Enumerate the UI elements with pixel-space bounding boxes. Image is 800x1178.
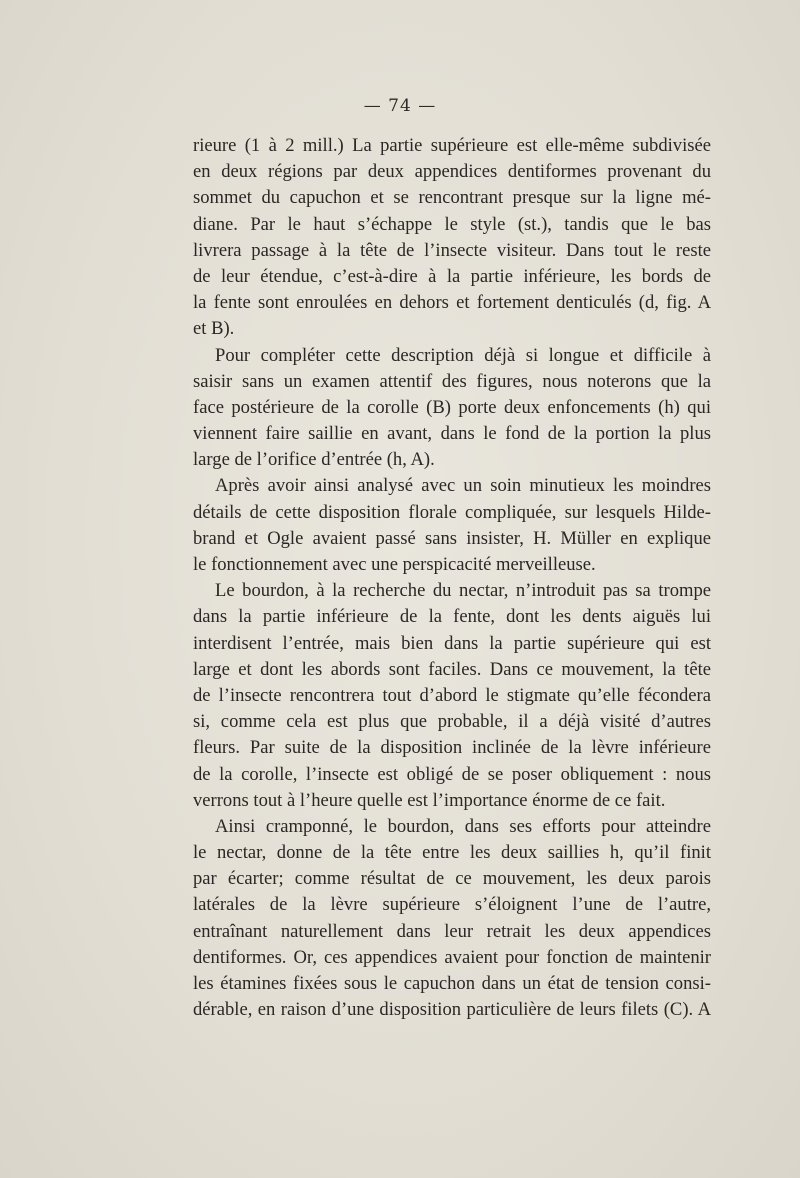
body-text <box>193 133 711 1023</box>
text-line: par écarter; comme résultat de ce mouvement, les deux parois <box>193 868 711 890</box>
text-line: dans la partie inférieure de la fente, dont les dents aiguës lui <box>193 606 711 628</box>
text-line: rieure (1 à 2 mill.) La partie supérieure est elle-même subdivisée <box>193 135 711 156</box>
page-number: — 74 — <box>363 96 437 116</box>
text-line: Après avoir ainsi analysé avec un soin minutieux les moindres <box>215 475 711 497</box>
text-line: large et dont les abords sont faciles. Dans ce mouvement, la tête <box>193 658 711 680</box>
text-line: de l’insecte rencontrera tout d’abord le stigmate qu’elle fécondera <box>193 684 711 706</box>
text-line: livrera passage à la tête de l’insecte visiteur. Dans tout le reste <box>193 239 711 261</box>
text-line: interdisent l’entrée, mais bien dans la partie supérieure qui est <box>193 632 711 654</box>
text-line: diane. Par le haut s’échappe le style (st.), tandis que le bas <box>193 213 711 235</box>
text-line: la fente sont enroulées en dehors et fortement denticulés (d, fig. A <box>193 292 711 314</box>
text-line: si, comme cela est plus que probable, il a déjà visité d’autres <box>193 711 711 733</box>
text-line: de leur étendue, c’est-à-dire à la partie inférieure, les bords de <box>193 265 711 287</box>
text-line: dentiformes. Or, ces appendices avaient pour fonction de maintenir <box>193 946 711 968</box>
text-line: Ainsi cramponné, le bourdon, dans ses efforts pour atteindre <box>215 815 711 837</box>
text-line: détails de cette disposition florale compliquée, sur lesquels Hilde- <box>193 501 711 523</box>
text-line: et B). <box>193 318 235 340</box>
text-line: large de l’orifice d’entrée (h, A). <box>193 449 435 471</box>
text-line: de la corolle, l’insecte est obligé de se poser obliquement : nous <box>193 763 711 785</box>
text-line: saisir sans un examen attentif des figures, nous noterons que la <box>193 370 711 392</box>
text-line: brand et Ogle avaient passé sans insister, H. Müller en explique <box>193 527 711 549</box>
text-line: Le bourdon, à la recherche du nectar, n’introduit pas sa trompe <box>215 580 711 602</box>
text-line: face postérieure de la corolle (B) porte deux enfoncements (h) qui <box>193 396 711 418</box>
text-line: entraînant naturellement dans leur retrait les deux appendices <box>193 920 711 942</box>
text-line: verrons tout à l’heure quelle est l’importance énorme de ce fait. <box>193 789 666 811</box>
text-line: sommet du capuchon et se rencontrant presque sur la ligne mé- <box>193 187 711 209</box>
text-line: les étamines fixées sous le capuchon dans un état de tension consi- <box>193 973 711 994</box>
text-line: Pour compléter cette description déjà si longue et difficile à <box>215 344 711 366</box>
text-line: viennent faire saillie en avant, dans le fond de la portion la plus <box>193 423 711 445</box>
text-line: le nectar, donne de la tête entre les deux saillies h, qu’il finit <box>193 842 711 864</box>
text-line: dérable, en raison d’une disposition particulière de leurs filets (C). A <box>193 999 711 1021</box>
text-line: latérales de la lèvre supérieure s’éloignent l’une de l’autre, <box>193 894 711 916</box>
text-line: le fonctionnement avec une perspicacité merveilleuse. <box>193 554 596 575</box>
text-line: fleurs. Par suite de la disposition inclinée de la lèvre inférieure <box>193 737 711 759</box>
text-line: en deux régions par deux appendices dentiformes provenant du <box>193 161 711 183</box>
